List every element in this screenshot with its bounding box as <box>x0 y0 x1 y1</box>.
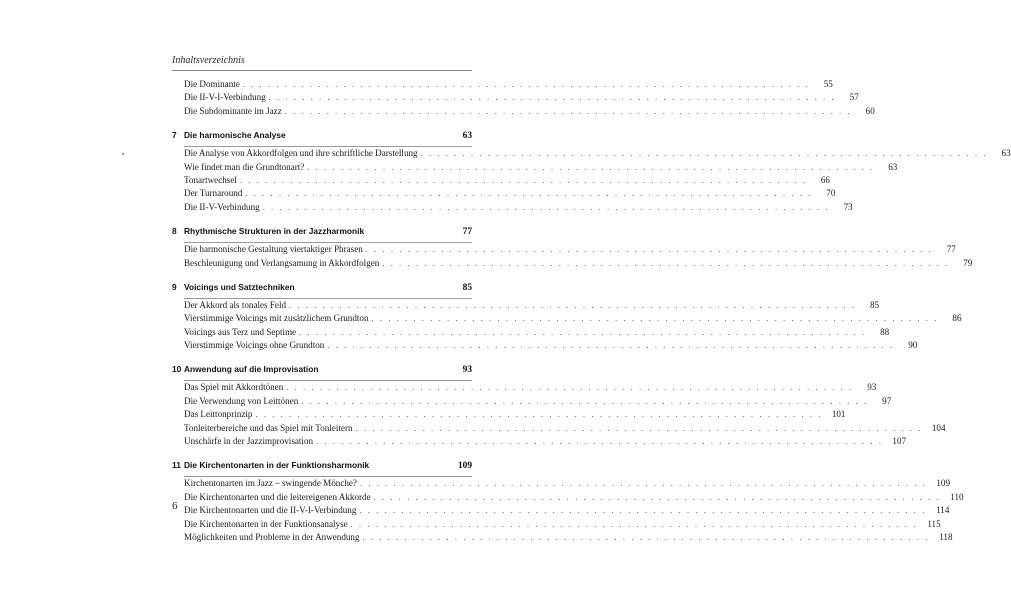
leader-dots <box>359 504 926 517</box>
leader-dots <box>360 477 927 490</box>
toc-entry-page: 107 <box>892 436 907 447</box>
toc-entry <box>184 201 853 214</box>
table-of-contents <box>172 76 1011 544</box>
toc-entry-title: Der Turnaround <box>184 188 243 199</box>
toc-entry <box>184 395 892 408</box>
toc-entry-title: Die Verwendung von Leittönen <box>184 395 299 406</box>
chapter-title: Anwendung auf die Improvisation <box>184 364 319 375</box>
toc-entry <box>184 312 962 325</box>
toc-entry <box>184 339 918 352</box>
toc-entry-title: Die Kirchentonarten und die II-V-I-Verbindung <box>184 505 357 516</box>
toc-entry-title: Tonartwechsel <box>184 174 237 185</box>
leader-dots <box>421 147 988 160</box>
leader-dots <box>285 105 852 118</box>
toc-entry-page: 114 <box>936 505 950 516</box>
leader-dots <box>245 187 812 200</box>
chapter-number: 9 <box>172 281 177 292</box>
toc-entry-list <box>184 298 962 353</box>
toc-chapter-9 <box>172 281 962 353</box>
toc-entry <box>184 78 833 91</box>
chapter-number: 10 <box>172 364 182 375</box>
toc-entry <box>184 187 836 200</box>
chapter-heading <box>172 364 472 380</box>
header-rule <box>172 70 472 71</box>
chapter-page: 63 <box>462 131 472 142</box>
toc-entry <box>184 422 946 435</box>
toc-entry-title: Die Kirchentonarten und die leitereigenen Akkorde <box>184 491 371 502</box>
toc-entry-page: 93 <box>867 382 877 393</box>
toc-entry-title: Kirchentonarten im Jazz – swingende Mönche? <box>184 478 357 489</box>
toc-entry-page: 97 <box>882 395 892 406</box>
leader-dots <box>299 326 866 339</box>
leader-dots <box>363 531 930 544</box>
toc-entry-page: 79 <box>963 257 973 268</box>
leader-dots <box>374 491 941 504</box>
toc-entry-title: Wie findet man die Grundtonart? <box>184 161 305 172</box>
page-number: 6 <box>172 500 178 512</box>
chapter-title: Rhythmische Strukturen in der Jazzharmonik <box>184 226 365 237</box>
toc-entry-list <box>184 78 875 118</box>
toc-entry-page: 55 <box>823 79 833 89</box>
chapter-page: 77 <box>462 227 472 238</box>
toc-entry <box>184 491 964 504</box>
chapter-title: Die harmonische Analyse <box>184 130 286 141</box>
chapter-heading <box>172 130 472 146</box>
chapter-title: Die Kirchentonarten in der Funktionsharmonik <box>184 460 370 471</box>
toc-entry-title: Voicings aus Terz und Septime <box>184 326 297 337</box>
leader-dots <box>351 518 918 531</box>
toc-entry-title: Die II-V-Verbindung <box>184 201 260 212</box>
toc-entry-page: 63 <box>1001 148 1011 159</box>
running-head: Inhaltsverzeichnis <box>172 55 245 66</box>
toc-entry-page: 70 <box>826 188 836 199</box>
toc-entry-title: Das Spiel mit Akkordtönen <box>184 382 284 393</box>
toc-entry-title: Das Leittonprinzip <box>184 409 253 420</box>
toc-entry <box>184 381 877 394</box>
chapter-page: 109 <box>457 461 472 472</box>
toc-entry-page: 57 <box>849 92 859 103</box>
leader-dots <box>382 257 949 270</box>
toc-entry <box>184 174 830 187</box>
toc-entry-title: Der Akkord als tonales Feld <box>184 299 287 310</box>
toc-entry-title: Vierstimmige Voicings ohne Grundton <box>184 340 325 351</box>
toc-entry-page: 115 <box>927 518 941 529</box>
toc-entry-page: 77 <box>946 244 956 255</box>
toc-entry <box>184 531 953 544</box>
leader-dots <box>366 243 933 256</box>
chapter-number: 11 <box>172 460 181 471</box>
leader-dots <box>301 395 868 408</box>
chapter-number: 8 <box>172 226 177 237</box>
toc-entry-page: 110 <box>950 491 964 502</box>
toc-entry-page: 104 <box>931 422 946 433</box>
toc-entry <box>184 299 880 312</box>
toc-entry-page: 118 <box>939 531 953 542</box>
leader-dots <box>243 78 810 91</box>
leader-dots <box>263 201 830 214</box>
toc-entry-list <box>184 242 973 270</box>
toc-entry-title: Die Kirchentonarten in der Funktionsanalyse <box>184 518 348 529</box>
toc-chapter-7 <box>172 130 1011 214</box>
toc-entry-page: 73 <box>843 201 853 212</box>
toc-entry-list <box>184 380 946 448</box>
print-speck <box>122 153 124 155</box>
leader-dots <box>372 312 939 325</box>
toc-entry-title: Tonleiterbereiche und das Spiel mit Tonleitern <box>184 422 353 433</box>
toc-entry <box>184 147 1011 160</box>
toc-entry <box>184 408 846 421</box>
chapter-heading <box>172 226 472 242</box>
chapter-title: Voicings und Satztechniken <box>184 281 295 292</box>
leader-dots <box>327 339 894 352</box>
chapter-number: 7 <box>172 130 177 141</box>
toc-entry-title: Die Subdominante im Jazz <box>184 105 282 116</box>
toc-entry-page: 88 <box>880 326 890 337</box>
toc-entry-page: 90 <box>908 340 918 351</box>
toc-entry <box>184 91 859 104</box>
toc-entry-title: Beschleunigung und Verlangsamung in Akkordfolgen <box>184 257 380 268</box>
chapter-heading <box>172 282 472 298</box>
toc-entry-page: 109 <box>936 478 950 489</box>
toc-entry-page: 86 <box>952 313 962 324</box>
toc-entry-page: 63 <box>888 161 898 172</box>
toc-entry <box>184 161 898 174</box>
chapter-page: 93 <box>462 365 472 376</box>
toc-entry-list <box>184 146 1011 214</box>
toc-entry <box>184 243 956 256</box>
toc-entry <box>184 435 907 448</box>
toc-entry-page: 101 <box>831 409 846 420</box>
toc-entry <box>184 504 950 517</box>
toc-chapter-10 <box>172 364 946 448</box>
chapter-heading <box>172 460 472 476</box>
toc-entry <box>184 326 890 339</box>
toc-entry-page: 85 <box>869 299 880 310</box>
toc-chapter-8 <box>172 226 973 270</box>
toc-entry-title: Die Dominante <box>184 79 240 89</box>
toc-entry-title: Die Analyse von Akkordfolgen und ihre schriftliche Darstellung <box>184 148 418 159</box>
leader-dots <box>240 174 807 187</box>
toc-entry <box>184 257 973 270</box>
toc-entry <box>184 518 941 531</box>
leader-dots <box>286 381 853 394</box>
toc-entry <box>184 477 950 490</box>
toc-entry <box>184 105 875 118</box>
toc-entry-title: Möglichkeiten und Probleme in der Anwendung <box>184 531 360 542</box>
leader-dots <box>269 91 836 104</box>
leader-dots <box>356 422 923 435</box>
toc-entry-list <box>184 476 964 544</box>
leader-dots <box>289 299 856 312</box>
toc-entry-title: Die harmonische Gestaltung viertaktiger Phrasen <box>184 244 363 255</box>
leader-dots <box>316 435 883 448</box>
toc-chapter-11 <box>172 460 964 544</box>
toc-entry-page: 60 <box>865 105 875 116</box>
chapter-page: 85 <box>462 282 472 293</box>
toc-entry-title: Vierstimmige Voicings mit zusätzlichem Grundton <box>184 313 369 324</box>
toc-continuation <box>172 78 875 118</box>
toc-entry-title: Unschärfe in der Jazzimprovisation <box>184 436 314 447</box>
toc-entry-title: Die II-V-I-Verbindung <box>184 92 266 103</box>
leader-dots <box>307 161 874 174</box>
toc-entry-page: 66 <box>820 174 830 185</box>
leader-dots <box>255 408 822 421</box>
